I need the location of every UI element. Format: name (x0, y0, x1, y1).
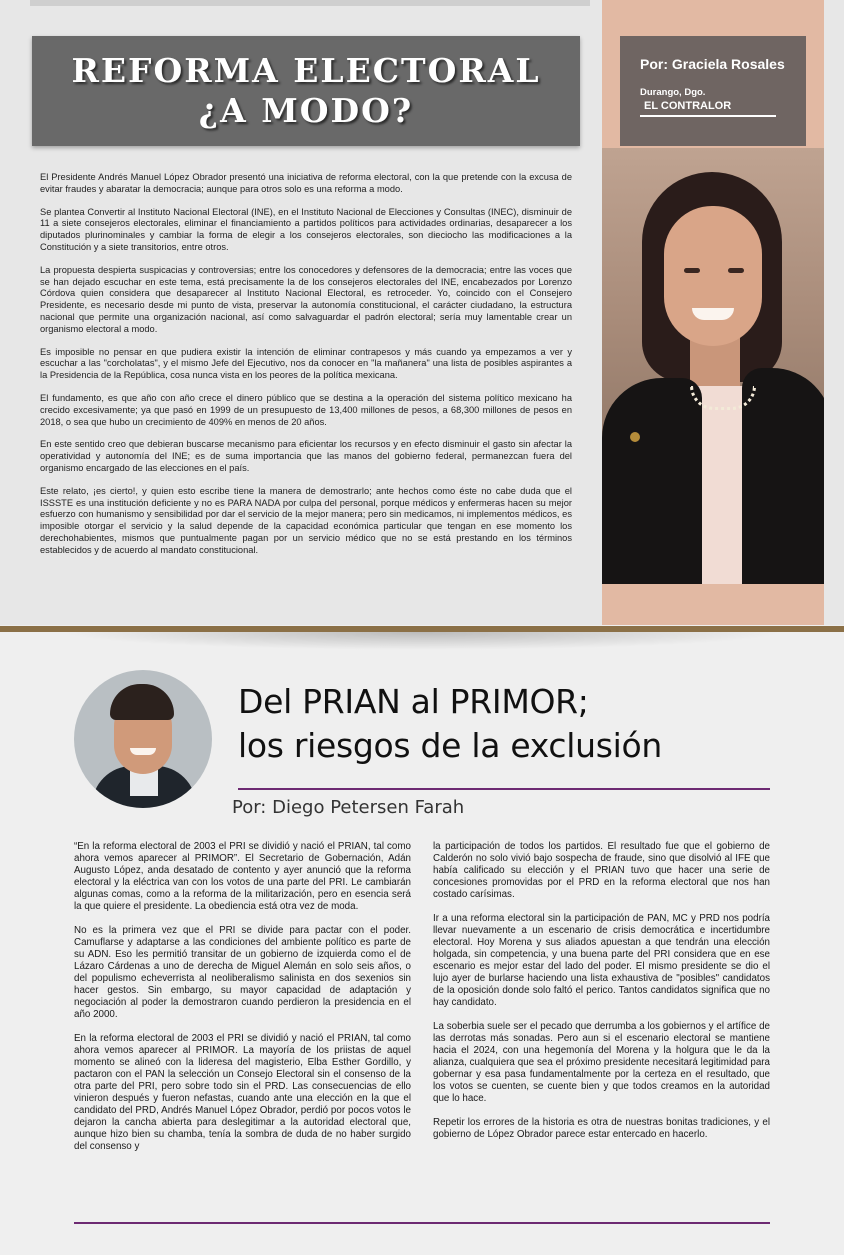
photo-smile (692, 308, 734, 320)
photo-jacket-left (602, 378, 702, 584)
top-rule (30, 0, 590, 6)
author-photo-diego-petersen (74, 670, 212, 808)
bottom-rule (74, 1222, 770, 1224)
headline-box (32, 36, 580, 146)
author-photo-graciela-rosales (602, 148, 824, 584)
article-2-column-right (433, 841, 770, 1165)
author-location: Durango, Dgo. (640, 87, 706, 98)
article-2-paragraph: Repetir los errores de la historia es otra de nuestras bonitas tradiciones, y el gobierno de López Obrador parece estar entercado en hacerlo. (433, 1117, 770, 1140)
article-1-paragraph: El fundamento, es que año con año crece el dinero público que se destina a la operación del sistema político mexicano ha crecido excesivamente; ya que pasó en 1999 de un presupuesto de 13,400 millones de pesos, a 68,300 millones de pesos en 2018, o sea que hubo un crecimiento de 409% en menos de 20 años. (40, 392, 572, 427)
photo-smile (130, 748, 156, 755)
author-underline (640, 115, 776, 117)
article-2-title-line-1: Del PRIAN al PRIMOR; (238, 682, 589, 721)
article-1-paragraph: Es imposible no pensar en que pudiera existir la intención de eliminar contrapesos y más cuando ya empezamos a ver y escuchar a las "corcholatas", y el mismo Jefe del Ejecutivo, nos da conocer en "la mañanera" una lista de posibles aspirantes a la Presidencia de la República, cosa nunca vista en los peores de la política mexicana. (40, 346, 572, 381)
photo-jacket-right (742, 368, 824, 584)
article-1-paragraph: Este relato, ¡es cierto!, y quien esto escribe tiene la manera de demostrarlo; ante hechos como éste no cabe duda que el ISSSTE es una institución deficiente y no es PARA NADA por culpa del personal, porque médicos y enfermeras hacen su mejor esfuerzo con humanismo y sensibilidad por dar el servicio de la mejor manera; pero sin medicamos, ni implementos médicos, es imposible otorgar el servicio y la salud depende de la capacidad económica particular que tengan en ese momento los derechohabientes, mismos que puntualmente pagan por un servicio médico que no se está prestando en los términos establecidos y de acuerdo al mandato constitucional. (40, 485, 572, 555)
section-divider-shadow (60, 632, 784, 650)
article-1-paragraph: En este sentido creo que debieran buscarse mecanismo para eficientar los recursos y en efecto disminuir el gasto sin afectar la operatividad y autonomía del INE; es de suma importancia que las manos del gobierno federal, permanezcan fuera del organismo encargado de las elecciones en el país. (40, 439, 572, 473)
article-1-paragraph: El Presidente Andrés Manuel López Obrador presentó una iniciativa de reforma electoral, con la que pretende con la excusa de evitar fraudes y abaratar la democracia; aunque para otros solo es una reforma a modo. (40, 172, 572, 194)
article-2-paragraph: No es la primera vez que el PRI se divide para pactar con el poder. Camuflarse y adaptarse a las condiciones del ambiente político es parte de su ADN. Eso les permitió transitar de un gobierno de izquierda como el de Lázaro Cárdenas a uno de derecha de Miguel Alemán en solo seis años, o del populismo echeverrista al neoliberalismo salinista en dos sexenios sin hacer gestos. Sin embargo, su mayor capacidad de adaptación y negociación al poder la demostraron cuando perdieron la presidencia en el año 2000. (74, 925, 411, 1020)
author-publication: EL CONTRALOR (644, 100, 732, 112)
article-1-body (40, 172, 572, 568)
photo-hair (110, 684, 174, 720)
article-2-paragraph: “En la reforma electoral de 2003 el PRI se dividió y nació el PRIAN, tal como ahora vemos aparecer al PRIMOR”. El Secretario de Gobernación, Adán Augusto López, anda desatado de contento y ayer anunció que la reforma electoral y la eléctrica van con los votos de una parte del PRI. Le cambiarán algunas comas, como a la reforma de la militarización, pero en esencia será la que quiere el presidente. La obediencia está otra vez de moda. (74, 841, 411, 912)
article-2-paragraph: La soberbia suele ser el pecado que derrumba a los gobiernos y el artífice de las derrotas más sonadas. Pero aun si el escenario electoral se mantiene hacia el 2024, con una hegemonía del Morena y la holgura que le da la alianza, cualquiera que sea el próximo presidente necesitará legitimidad para gobernar y esa pasa fundamentalmente por la certeza en el resultado, que los votos se cuenten, se cuente bien y que todos creamos en la autoridad que lo hace. (433, 1021, 770, 1104)
photo-eye (728, 268, 744, 273)
article-2-paragraph: En la reforma electoral de 2003 el PRI se dividió y nació el PRIAN, tal como ahora vemos aparecer al PRIMOR. La mayoría de los priistas de aquel momento se alineó con la lideresa del magisterio, Elba Esther Gordillo, y pactaron con el PAN la selección un Consejo Electoral sin el consenso de la otra parte del PRI, pero sobre todo sin el PRD. Las consecuencias de ello vinieron después y fueron nefastas, cuando ante una elección en la que el candidato del PRD, Andrés Manuel López Obrador, perdió por pocos votos le dejaron la cancha abierta para deslegitimar a la autoridad electoral que, aunque hizo bien su chamba, tenía la sombra de duda de no haber surgido del consenso y (74, 1033, 411, 1152)
article-2-title (238, 680, 798, 768)
article-2-byline: Por: Diego Petersen Farah (232, 797, 465, 818)
photo-face (664, 206, 762, 346)
article-2-title-line-2: los riesgos de la exclusión (238, 726, 662, 765)
headline-line-2: ¿A MODO? (198, 91, 414, 130)
title-rule (238, 788, 770, 790)
article-1-paragraph: La propuesta despierta suspicacias y controversias; entre los conocedores y defensores de la democracia; entre las voces que se han dejado escuchar en este tema, está precisamente la de los consejeros electorales del INE, encabezados por Lorenzo Córdova quien considera que desaparecer al Instituto Nacional Electoral, es retroceder. Yo, coincido con el Consejero Presidente, es necesario desde mi punto de vista, preservar la autonomía constitucional, el carácter ciudadano, la estructura nacional que permite una organización nacional, así como salvaguardar el padrón electoral; sería muy lamentable crear un organismo electoral a modo. (40, 264, 572, 334)
author-name: Por: Graciela Rosales (640, 56, 785, 72)
article-1-paragraph: Se plantea Convertir al Instituto Nacional Electoral (INE), en el Instituto Nacional de Elecciones y Consultas (INEC), disminuir de 11 a siete consejeros electorales, eliminar el financiamiento a partidos políticos para actividades ordinarias, desaparecer a los diputados plurinominales y cambiar la forma de elegir a los consejeros electorales, son dieciocho las modificaciones a la Constitución y a siete transitorios, entre otros. (40, 206, 572, 252)
headline-line-1: REFORMA ELECTORAL (71, 51, 541, 90)
author-box (620, 36, 806, 146)
photo-lapel-pin (630, 432, 640, 442)
article-2-column-left (74, 841, 411, 1165)
article-2-body (74, 841, 770, 1165)
photo-eye (684, 268, 700, 273)
article-2-paragraph: la participación de todos los partidos. El resultado fue que el gobierno de Calderón no solo vivió bajo sospecha de fraude, sino que disolvió al IFE que había calificado su elección y el PRIAN tuvo que hacer una serie de concesiones promovidas por el PRD en la reforma electoral que nos han costado carísimas. (433, 841, 770, 900)
article-2-paragraph: Ir a una reforma electoral sin la participación de PAN, MC y PRD nos podría llevar nuevamente a un escenario de crisis democrática e incertidumbre electoral. Hoy Morena y sus aliados apuestan a que tendrán una elección holgada, sin competencia, y una buena parte del PRI considera que en ese escenario es mejor estar del lado del poder. El mismo presidente se dio el lujo ayer de burlarse haciendo una lista exhaustiva de "posibles" candidatos de la oposición donde solo faltó el perico. Tantos candidatos significa que no hay candidato. (433, 913, 770, 1008)
